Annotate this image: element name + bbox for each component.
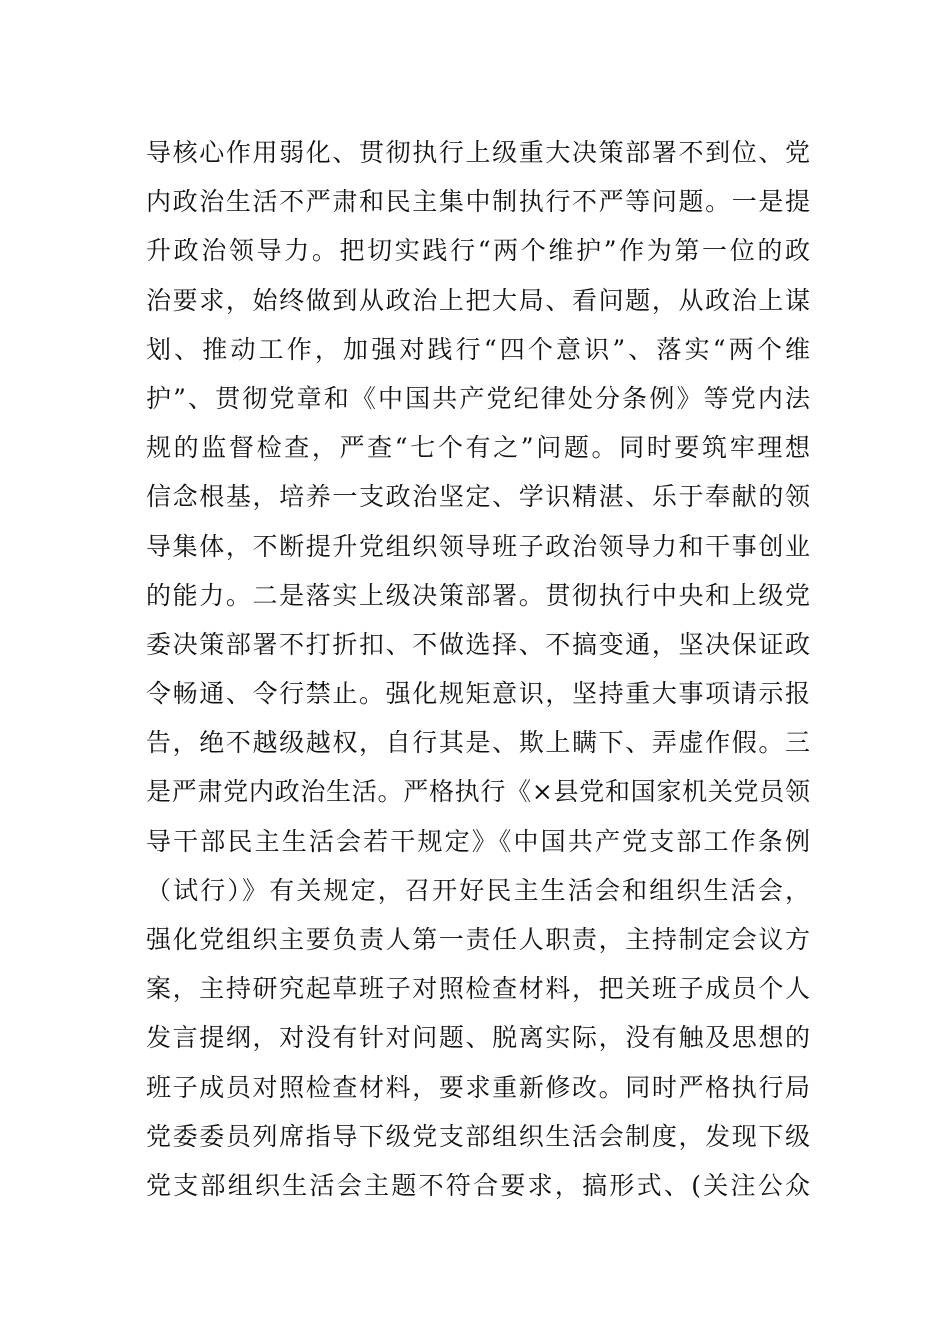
text-line-12: 令畅通、令行禁止。强化规矩意识，坚持重大事项请示报 — [146, 679, 810, 709]
text-line-21: 党委委员列席指导下级党支部组织生活会制度，发现下级 — [146, 1121, 810, 1151]
text-line-1: 导核心作用弱化、贯彻执行上级重大决策部署不到位、党 — [146, 138, 810, 167]
text-line-20: 班子成员对照检查材料，要求重新修改。同时严格执行局 — [146, 1072, 810, 1102]
body-text — [146, 128, 810, 1210]
text-line-5: 划、推动工作，加强对践行“四个意识”、落实“两个维 — [146, 334, 810, 364]
text-line-2: 内政治生活不严肃和民主集中制执行不严等问题。一是提 — [146, 187, 810, 217]
text-line-7: 规的监督检查，严查“七个有之”问题。同时要筑牢理想 — [146, 433, 810, 463]
text-line-22: 党支部组织生活会主题不符合要求，搞形式、(关注公众 — [146, 1170, 810, 1200]
text-line-9: 导集体，不断提升党组织领导班子政治领导力和干事创业 — [146, 531, 810, 561]
text-line-17: 强化党组织主要负责人第一责任人职责，主持制定会议方 — [146, 925, 810, 954]
text-line-6: 护”、贯彻党章和《中国共产党纪律处分条例》等党内法 — [146, 383, 810, 413]
text-line-3: 升政治领导力。把切实践行“两个维护”作为第一位的政 — [146, 236, 810, 266]
text-line-14: 是严肃党内政治生活。严格执行《×县党和国家机关党员领 — [146, 777, 810, 807]
text-line-19: 发言提纲，对没有针对问题、脱离实际，没有触及思想的 — [146, 1023, 810, 1053]
text-line-11: 委决策部署不打折扣、不做选择、不搞变通，坚决保证政 — [146, 629, 810, 659]
text-line-15: 导干部民主生活会若干规定》《中国共产党支部工作条例 — [146, 826, 810, 856]
text-line-13: 告，绝不越级越权，自行其是、欺上瞒下、弄虚作假。三 — [146, 728, 810, 758]
text-line-18: 案，主持研究起草班子对照检查材料，把关班子成员个人 — [146, 974, 810, 1004]
text-line-16: （试行）》有关规定，召开好民主生活会和组织生活会， — [146, 875, 810, 905]
text-line-4: 治要求，始终做到从政治上把大局、看问题，从政治上谋 — [146, 285, 810, 315]
text-line-8: 信念根基，培养一支政治坚定、学识精湛、乐于奉献的领 — [146, 482, 810, 512]
text-line-10: 的能力。二是落实上级决策部署。贯彻执行中央和上级党 — [146, 580, 810, 610]
